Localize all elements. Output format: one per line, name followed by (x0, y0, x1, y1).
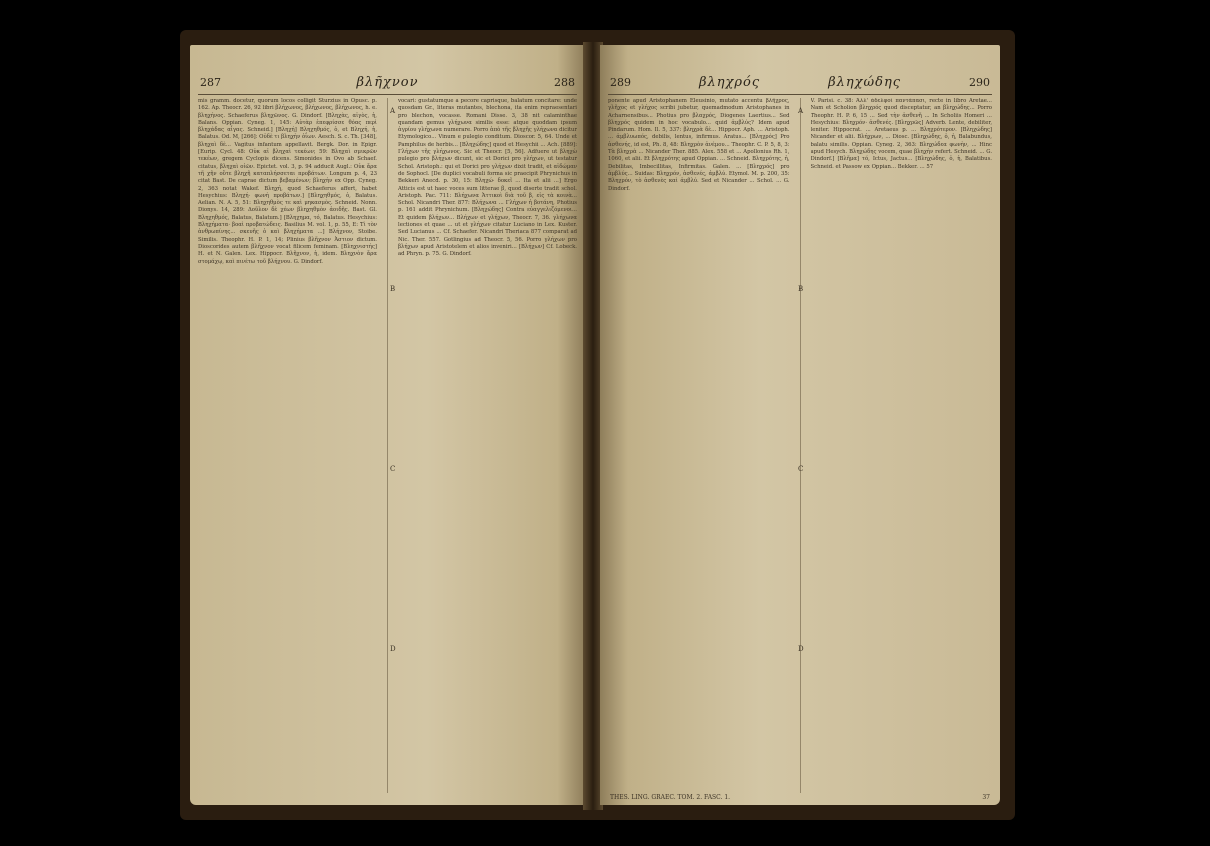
text-column: V. Parisi. c. 38: Ἀλλ' ἀδελφοὶ παντάπασι, recte in libro Aretae... Nam et Scholion βληχρός quod disceptatur, an βληχώδης... Porro Theophr. H. P. 6, 15 ... Sed τὴν ἀσθενῆ ... In Scholiis Homeri ... Hesychius: Βληχρόν· ἀσθενές. [Βληχρῶς] Adverb. Lente, debiliter, leniter. Hippocrat. ... Aretaeus p. ... Βληχρότερον. [Βληχώδης] Nicander et alii. Βλήχρων, ... Diosc. [Βληχώδης, ὁ, ἡ, Balabundus, balatu similis. Oppian. Cyneg. 2, 363: Βληχώδεα φωνὴν, ... Hinc apud Hesych. Βληχώδης vocem, quae βληχὴν refert. Schneid. ... G. Dindorf.] [Βλῆμα] τό, Ictus, Jactus... [Βληχώδης, ὁ, ἡ, Balatibus. Schneid. et Passow ex Oppian... Bekker. ... 57 (810, 98, 992, 170)
left-page (190, 45, 585, 805)
marginal-letter: A (798, 107, 804, 115)
running-headword: βλῆχνον (356, 75, 419, 90)
page-number: 288 (554, 76, 575, 89)
column-divider (387, 98, 388, 793)
text-column: vocari: gustatumque a pecore caprisque, balatum concitare: unde quosdam Gr., literas mutantes, blechona, ita enim repraesentari pro blechon, vocasse. Romani Disse. 3, 38 nit calaminthae quandam gemus γλήχωνα similis esse: atque quoddam ipsum ἀγρίου γλήχωνα numerare. Porro ἀπὸ τῆς βληχῆς γλήχωνα dicitur Etymologico... Vinum e pulegio conditum. Dioscor. 5, 64. Unde et Pamphilus de herbis... [Βληχώδης] quod et Hesychii ... Ach. [889]: Γλήχων τῆς γλήχωνος. Sic et Theocr. [5, 56]. Adfuere ut βληχὼ pulegio pro βλήχων dicunt, sic et Dorici pro γλήχων, ut testatur Schol. Aristoph.: qui et Dorici pro γλήχων dixit tradit, et αἰδώμαν de Sophocl. [De duplici vocabuli forma sic praecipit Phrynichus in Bekkeri Anecd. p. 30, 15: Βληχώ· δοκεῖ ... Ita et alii ...] Ergo Atticis est ut haec voces sum litterae β, quod diserte tradit schol. Aristoph. Pac. 711: Βλήχωνα Ἀττικοὶ διὰ τοῦ β, εἰς τὰ κοινὰ... Schol. Nicandri Ther. 877: Βλήχωνα ... Γλήχων ἡ βοτάνη, Photius p. 161 addit Phrynichum. [Βληχώδης] Contra εὐαγγελιζόμενοι... Et quidem βλήχων... Βλήχων et γλήχων, Theocr. 7, 36. γλήχωνα lectiones et quae ... ut et γλήχων citatur Luciano in Lex. Kuster. Sed Lucianus ... Cf. Schaefer. Nicandri Theriaca 877 comparat ad Nic. Ther. 557. Gotlingius ad Theocr. 5, 56. Porro γλήχων pro βλήχων apud Aristotelem et alios inveniri... [Βλήχων] Cf. Lobeck. ad Phryn. p. 75. G. Dindorf. (398, 98, 577, 258)
marginal-letter: D (798, 645, 804, 653)
marginal-letter: B (798, 285, 804, 293)
text-column: mis gramm. docetur, quorum locos colligit Sturzius in Opusc. p. 162. Ap. Theocr. 26, 92 libri βλήχωνος, βλήχωνος, βλήχωνος, h. e. βληχήνος. Schaeferus βληχῶνος. G. Dindorf. [Βληχὰς, αἰγὸς, ἡ, Balans. Oppian. Cyneg. 1, 145: Αὐτὰρ ἐπεφρίσσε θόας περὶ βληχάδας αἶγας. Schneid.] [Βληχή] Βληχηθμός, ὁ, et Βληχή, ἡ, Balatus. Od. M, [266]: Οὐδὲ τι βληχὴν ὀΐων. Aesch. S. c. Th. [348], βληχαὶ δὲ... Vagitus infantum appellavit. Bergk. Dor. in Epigr. [Eurip. Cycl. 48: Οὐκ αἰ βληχαὶ τεκέων; 59: Βληχαὶ σμικρῶν τεκέων, gregem Cyclopis dicens. Simonides in Ovo ab Schaef. citatus, βληχαὶ οἰῶν. Epictet. vol. 3, p. 94 adducit Augl.: Οὐκ ἄρα τῆ χῆν οὔτε βληχῆ καταπλήσσεται προβάτων. Longum p. 4, 23 citat Bast. De caprae dictum βεβαμένων; βληχὴν ex Opp. Cyneg. 2, 363 notat Wakef. Βληχή, quod Schaeferus affert, habet Hesychius: Βληχή· φωνὴ προβάτων.] [Βληχηθμός, ὁ, Balatus. Aelian. N. A. 5, 51: Βληχηθμὸς τε καὶ μηκασμὸς. Schneid. Nonn. Dionys. 14, 289: Δοῦλον δὲ χέων βληχηθμὸν ἀοιδῆς. Bast. Gl. Βληχηθμός, Balatus, Balatum.] [Βληχημα, τό, Balatus. Hesychius: Βληχήματα· βοαὶ προβατώδεις. Basilius M. vol. 1, p. 55, E: Τὶ τὸν ἀνθρωπίνης... σκευῆς ὁ καὶ βληχήματα ...] Βλήχνον, Stoibe. Similis. Theophr. H. P. 1, 14; Plinius βλῆχνον Ἀστιον dictum. Dioscorides autem βλῆχνον vocat filicem feminam. [Βληχνιστής] H. et N. Galen. Lex. Hippocr. Βλῆχνον, ἡ, idem. Βληχνὸν ἄρα στομάχῳ, καὶ πινέτω τοῦ βλήχνου. G. Dindorf. (198, 98, 377, 265)
marginal-letter: D (390, 645, 396, 653)
right-page-columns (608, 98, 992, 793)
signature-number: 37 (982, 794, 990, 801)
left-page-columns (198, 98, 577, 793)
column-divider (798, 98, 804, 793)
text-column: ponente apud Aristophanem Eleusinio, mutato accentu βλῆχρος, γλῆχος et γλήχος scribi jubetur, quemadmodum Aristophanes in Acharnensibus... Photius pro βλαχρός, Diogenes Laertius... Sed βληχρός quidem in hoc vocabulo... quid ἀμβλύς? Idem apud Pindarum. Hom. Il. 5, 337: βληχρὰ δὲ... Hippocr. Aph. ... Aristoph. ... ἀμβλυωπός, debilis, lentus, infirmus. Aratus... [Βληχρός] Pro ἀσθενής, id est, Ph. 8, 48: Βληχρὸν ἀνέμου... Theophr. C. P. 5, 8, 3: Τὰ βληχρὰ ... Nicander Ther. 885. Alex. 558 et ... Apollonius Rh. 1, 1060, et alii. Et βληχρότης apud Oppian. ... Schneid. Βληχρότης, ἡ, Debilitas, Imbecillitas, Infirmitas. Galen. ... [Βληχρός] pro ἀμβλύς... Suidas: Βληχρόν, ἀσθενές, ἀμβλύ. Etymol. M. p. 200, 35: Βληχρόν, τὸ ἀσθενὲς καὶ ἀμβλύ. Sed et Nicander ... Schol. ... G. Dindorf. (608, 98, 790, 192)
running-headword: βληχώδης (828, 75, 902, 90)
marginal-letter: C (390, 465, 396, 473)
right-page-header (600, 75, 1000, 93)
header-rule (198, 94, 577, 95)
page-number: 287 (200, 76, 221, 89)
page-footer (610, 794, 990, 801)
marginal-letter: B (390, 285, 396, 293)
page-number: 289 (610, 76, 631, 89)
signature-line: THES. LING. GRAEC. TOM. 2. FASC. 1. (610, 794, 731, 801)
right-page (600, 45, 1000, 805)
running-headword: βληχρός (698, 75, 761, 90)
left-page-header (190, 75, 585, 93)
marginal-letter: C (798, 465, 804, 473)
page-number: 290 (969, 76, 990, 89)
marginal-letter: A (390, 107, 396, 115)
header-rule (608, 94, 992, 95)
